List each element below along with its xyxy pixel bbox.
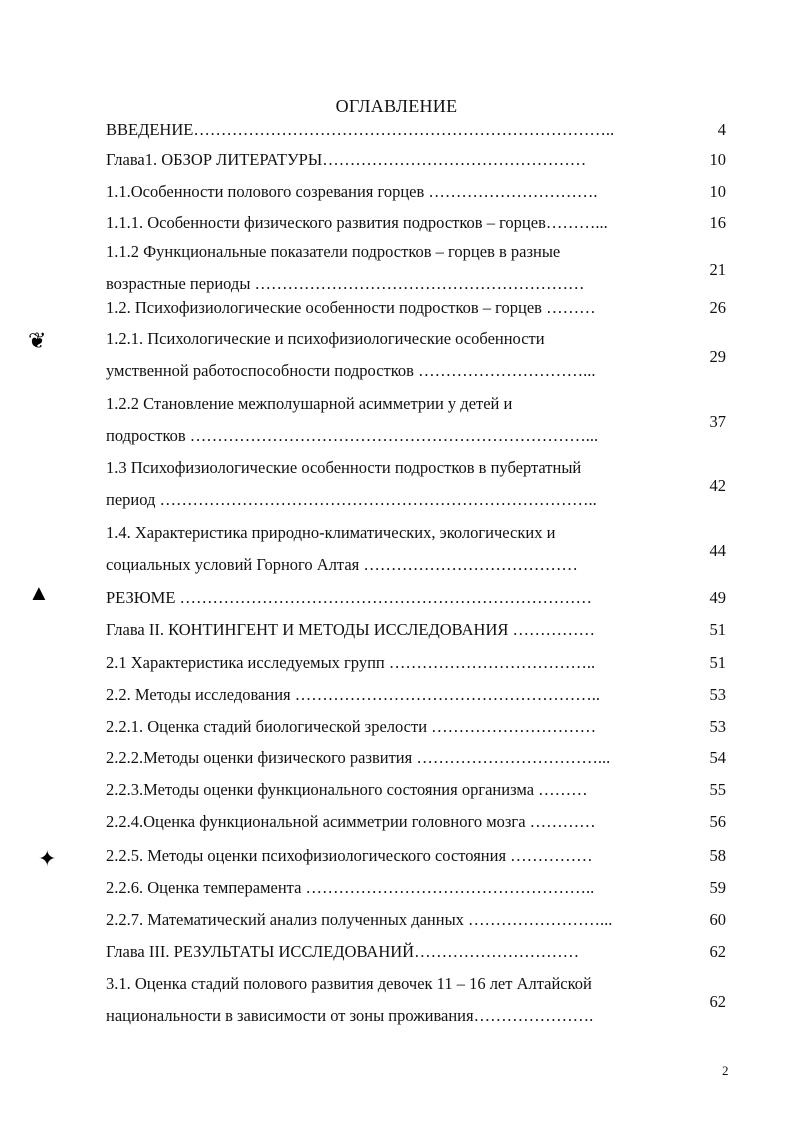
- toc-entry: [106, 296, 726, 328]
- scan-mark-3: ✦: [38, 846, 57, 871]
- toc-page-number: 29: [709, 347, 726, 366]
- toc-page-number: 37: [709, 412, 726, 431]
- toc-entry: [106, 118, 726, 150]
- toc-entry-text: 2.2. Методы исследования ………………………………………………..: [106, 685, 601, 704]
- toc-page-number: 4: [717, 120, 726, 139]
- toc-entry-text: возрастные периоды ……………………………………………………: [106, 274, 585, 293]
- toc-entry-text: период ……………………………………………………………………..: [106, 490, 597, 509]
- toc-entry-text: 3.1. Оценка стадий полового развития девочек 11 – 16 лет Алтайской: [106, 974, 592, 993]
- toc-entry: [106, 972, 726, 1036]
- toc-entry-text: социальных условий Горного Алтая …………………………………: [106, 555, 578, 574]
- toc-entry: [106, 876, 726, 908]
- toc-page-number: 49: [709, 588, 726, 607]
- toc-page-number: 54: [709, 748, 726, 767]
- toc-entry: [106, 715, 726, 747]
- toc-entry-text: 1.4. Характеристика природно-климатических, экологических и: [106, 523, 556, 542]
- toc-entry-text: РЕЗЮМЕ …………………………………………………………………: [106, 588, 593, 607]
- toc-entry: [106, 778, 726, 810]
- toc-page-number: 62: [709, 992, 726, 1011]
- toc-entry-text: 2.2.1. Оценка стадий биологической зрелости …………………………: [106, 717, 597, 736]
- toc-entry-text: 2.1 Характеристика исследуемых групп ………………………………..: [106, 653, 596, 672]
- toc-entry: [106, 327, 726, 391]
- toc-page-number: 10: [709, 182, 726, 201]
- toc-entry-text: подростков ………………………………………………………………...: [106, 426, 599, 445]
- toc-page-number: 21: [709, 260, 726, 279]
- toc-page-number: 51: [709, 620, 726, 639]
- toc-page-number: 42: [709, 476, 726, 495]
- toc-entry-text: 1.1.1. Особенности физического развития подростков – горцев………...: [106, 213, 608, 232]
- toc-entry-text: Глава1. ОБЗОР ЛИТЕРАТУРЫ…………………………………………: [106, 150, 587, 169]
- toc-entry: [106, 456, 726, 520]
- toc-entry-text: 1.2.2 Становление межполушарной асимметрии у детей и: [106, 394, 513, 413]
- toc-entry-text: национальности в зависимости от зоны проживания………………….: [106, 1006, 594, 1025]
- toc-entry-text: 1.2. Психофизиологические особенности подростков – горцев ………: [106, 298, 596, 317]
- toc-page-number: 62: [709, 942, 726, 961]
- toc-entry: [106, 586, 726, 618]
- toc-entry: [106, 180, 726, 212]
- page-number: 2: [722, 1063, 729, 1078]
- toc-entry: [106, 211, 726, 243]
- toc-entry: [106, 148, 726, 180]
- toc-page-number: 60: [709, 910, 726, 929]
- toc-entry-text: умственной работоспособности подростков …………………………...: [106, 361, 596, 380]
- toc-entry-text: 1.1.2 Функциональные показатели подростков – горцев в разные: [106, 242, 561, 261]
- toc-entry-text: 2.2.2.Методы оценки физического развития ……………………………...: [106, 748, 611, 767]
- toc-entry-text: 2.2.3.Методы оценки функционального состояния организма ………: [106, 780, 588, 799]
- toc-entry: [106, 908, 726, 940]
- toc-page-number: 53: [709, 685, 726, 704]
- toc-title: ОГЛАВЛЕНИЕ: [335, 96, 458, 116]
- toc-entry-text: 1.2.1. Психологические и психофизиологические особенности: [106, 329, 545, 348]
- toc-entry-text: 1.3 Психофизиологические особенности подростков в пубертатный: [106, 458, 582, 477]
- toc-entry: [106, 521, 726, 585]
- toc-entry-text: 2.2.5. Методы оценки психофизиологического состояния ……………: [106, 846, 593, 865]
- toc-page-number: 10: [709, 150, 726, 169]
- toc-entry: [106, 618, 726, 650]
- toc-entry-text: 2.2.6. Оценка темперамента ……………………………………………..: [106, 878, 595, 897]
- toc-entry: [106, 240, 726, 304]
- scan-mark-2: ▲: [28, 580, 50, 605]
- toc-entry-text: 2.2.7. Математический анализ полученных данных ……………………...: [106, 910, 613, 929]
- toc-page-number: 16: [709, 213, 726, 232]
- toc-page-number: 51: [709, 653, 726, 672]
- toc-entry: [106, 844, 726, 876]
- toc-page-number: 26: [709, 298, 726, 317]
- toc-entry: [106, 651, 726, 683]
- toc-entry: [106, 810, 726, 842]
- scan-mark-1: ❦: [28, 328, 47, 353]
- toc-entry: [106, 392, 726, 456]
- toc-entry-text: 1.1.Особенности полового созревания горцев ………………………….: [106, 182, 598, 201]
- toc-entry: [106, 940, 726, 972]
- toc-page-number: 55: [709, 780, 726, 799]
- toc-page-number: 59: [709, 878, 726, 897]
- toc-entry: [106, 683, 726, 715]
- toc-page-number: 44: [709, 541, 726, 560]
- toc-page-number: 53: [709, 717, 726, 736]
- toc-page-number: 58: [709, 846, 726, 865]
- toc-entry-text: Глава III. РЕЗУЛЬТАТЫ ИССЛЕДОВАНИЙ…………………………: [106, 942, 580, 961]
- toc-entry: [106, 746, 726, 778]
- toc-entry-text: ВВЕДЕНИЕ…………………………………………………………………..: [106, 120, 615, 139]
- toc-entry-text: 2.2.4.Оценка функциональной асимметрии головного мозга …………: [106, 812, 596, 831]
- toc-page-number: 56: [709, 812, 726, 831]
- toc-entry-text: Глава II. КОНТИНГЕНТ И МЕТОДЫ ИССЛЕДОВАНИЯ ……………: [106, 620, 596, 639]
